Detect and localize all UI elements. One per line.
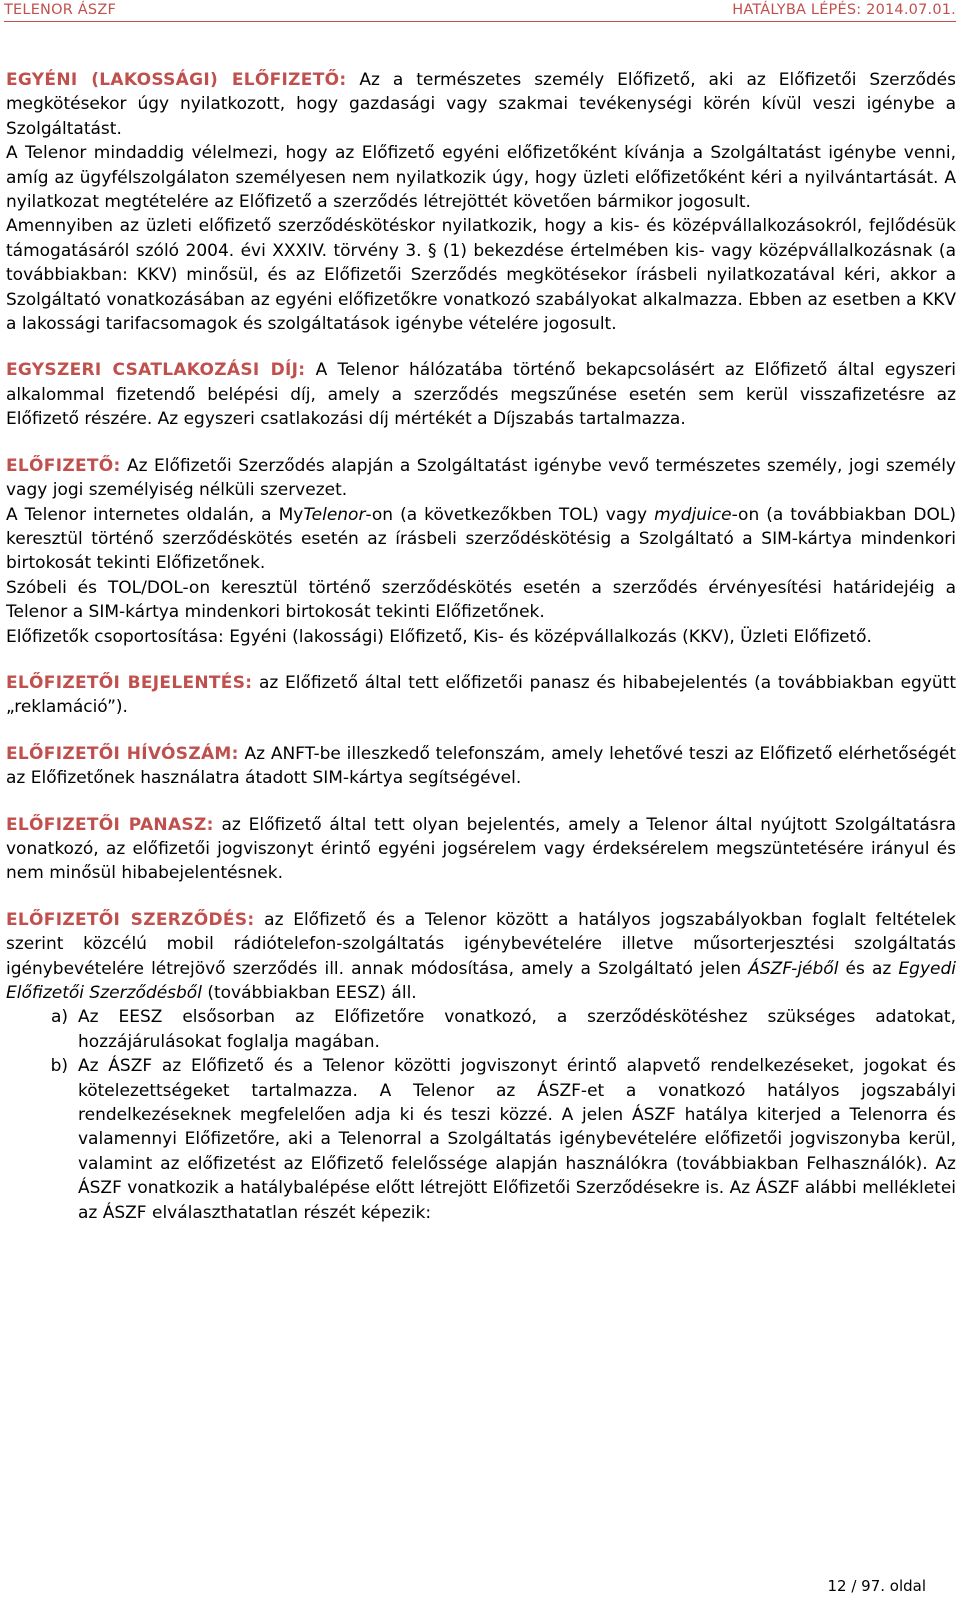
text-run: -on (a következőkben TOL) vagy xyxy=(365,504,655,525)
text-run: és az xyxy=(838,958,899,979)
header-title: TELENOR ÁSZF xyxy=(4,2,116,18)
page-number: 12 / 97. oldal xyxy=(827,1577,926,1595)
contract-parts-list xyxy=(6,1005,956,1225)
section-egyszeri xyxy=(6,358,956,431)
section-label: ELŐFIZETŐI HÍVÓSZÁM: xyxy=(6,743,239,764)
text-run: A Telenor internetes oldalán, a My xyxy=(6,504,304,525)
text-run-italic: Egyedi Előfizetői Szerződésből xyxy=(6,958,956,1003)
page-header xyxy=(4,2,956,22)
section-text: A Telenor hálózatába történő bekapcsolásért az Előfizető által egyszeri alkalommal fizetendő belépési díj, amely a szerződés megszűnése esetén sem kerül visszafizetésre az Előfizető részére. Az egyszeri csatlakozási díj mértékét a Díjszabás tartalmazza. xyxy=(6,360,956,430)
section-text: Az ANFT-be illeszkedő telefonszám, amely lehetővé teszi az Előfizető elérhetőségét az Előfizetőnek használatra átadott SIM-kártya segítségével. xyxy=(6,743,956,789)
text-run-italic: ÁSZF-jéből xyxy=(748,958,839,979)
text-run-italic: Telenor xyxy=(303,504,366,525)
header-effective-date: HATÁLYBA LÉPÉS: 2014.07.01. xyxy=(732,2,956,18)
section-text: az Előfizető által tett előfizetői panasz és hibabejelentés (a továbbiakban együtt „reklamáció”). xyxy=(6,672,956,718)
list-marker: b) xyxy=(50,1056,68,1077)
text-run: -on (a továbbiakban DOL) keresztül történő szerződéskötés esetén az írásbeli szerződéskötésig a Szolgáltató a SIM-kártya mindenkori birtokosát tekinti Előfizetőnek. xyxy=(6,504,956,574)
section-text: Az a természetes személy Előfizető, aki az Előfizetői Szerződés megkötésekor úgy nyilatkozott, hogy gazdasági vagy szakmai tevékenységi körén kívül veszi igénybe a Szolgáltatást. xyxy=(6,70,956,139)
section-elofizeto xyxy=(6,454,956,503)
list-marker: a) xyxy=(50,1007,68,1028)
section-text: az Előfizető által tett olyan bejelentés, amely a Telenor által nyújtott Szolgáltatásra vonatkozó, az előfizetői jogviszonyt érintő egyéni jogsérelem vagy érdeksérelem megszüntetésére irányul és nem minősül hibabejelentésnek. xyxy=(6,814,956,884)
paragraph xyxy=(6,503,956,576)
section-label: EGYSZERI CSATLAKOZÁSI DÍJ: xyxy=(6,360,306,381)
text-run: (továbbiakban EESZ) áll. xyxy=(201,983,417,1003)
list-item-text: Az ÁSZF az Előfizető és a Telenor közötti jogviszonyt érintő alapvető rendelkezéseket, jogokat és kötelezettségeket tartalmazza. A Telenor az ÁSZF-et a vonatkozó hatályos jogszabályi rendelkezéseknek megfelelően adja ki és teszi közzé. A jelen ÁSZF hatálya kiterjed a Telenorra és valamennyi Előfizetőre, aki a Telenorral a Szolgáltatás igénybevételére előfizetői jogviszonyba kerül, valamint az előfizetést az Előfizető felelőssége alapján használókra (továbbiakban Felhasználók). Az ÁSZF vonatkozik a hatálybalépése előtt létrejött Előfizetői Szerződésekre is. Az ÁSZF alábbi mellékletei az ÁSZF elválaszthatatlan részét képezik: xyxy=(78,1056,956,1223)
list-item xyxy=(6,1054,956,1225)
text-run-italic: mydjuice xyxy=(654,504,732,525)
section-bejelentes xyxy=(6,671,956,720)
list-item xyxy=(6,1005,956,1054)
section-label: ELŐFIZETŐI PANASZ: xyxy=(6,814,214,835)
section-label: ELŐFIZETŐI BEJELENTÉS: xyxy=(6,672,253,693)
document-body xyxy=(6,68,956,1225)
section-text: Az Előfizetői Szerződés alapján a Szolgáltatást igénybe vevő természetes személy, jogi személy vagy jogi személyiség nélküli szervezet. xyxy=(6,455,956,501)
paragraph: A Telenor mindaddig vélelmezi, hogy az Előfizető egyéni előfizetőként kívánja a Szolgáltatást igénybe venni, amíg az ügyfélszolgálaton személyesen nem nyilatkozik úgy, hogy üzleti előfizetőként kéri a nyilvántartását. A nyilatkozat megtételére az Előfizető a szerződés létrejöttét követően bármikor jogosult. xyxy=(6,143,956,213)
text-run: az Előfizető és a Telenor között a hatályos jogszabályokban foglalt feltételek szerint közcélú mobil rádiótelefon-szolgáltatás igénybevételére illetve műsorterjesztési szolgáltatás igénybevételére létrejövő szerződés ill. annak módosítása, amely a Szolgáltató jelen xyxy=(6,909,957,979)
section-szerzodes xyxy=(6,908,956,1006)
section-label: EGYÉNI (LAKOSSÁGI) ELŐFIZETŐ: xyxy=(6,70,347,90)
section-label: ELŐFIZETŐI SZERZŐDÉS: xyxy=(6,909,255,930)
list-item-text: Az EESZ elsősorban az Előfizetőre vonatkozó, a szerződéskötéshez szükséges adatokat, hozzájárulásokat foglalja magában. xyxy=(78,1007,956,1052)
paragraph: Amennyiben az üzleti előfizető szerződéskötéskor nyilatkozik, hogy a kis- és középvállalkozásokról, fejlődésük támogatásáról szóló 2004. évi XXXIV. törvény 3. § (1) bekezdése értelmében kis- vagy középvállalkozásnak (a továbbiakban: KKV) minősül, és az Előfizetői Szerződés megkötésekor írásbeli nyilatkozatával kéri, akkor a Szolgáltató vonatkozásában az egyéni előfizetőkre vonatkozó szabályokat alkalmazza. Ebben az esetben a KKV a lakossági tarifacsomagok és szolgáltatások igénybe vételére jogosult. xyxy=(6,216,956,335)
section-label: ELŐFIZETŐ: xyxy=(6,455,121,476)
paragraph: Előfizetők csoportosítása: Egyéni (lakossági) Előfizető, Kis- és középvállalkozás (KKV), Üzleti Előfizető. xyxy=(6,626,872,647)
section-egyeni xyxy=(6,68,956,141)
section-panasz xyxy=(6,813,956,886)
paragraph: Szóbeli és TOL/DOL-on keresztül történő szerződéskötés esetén a szerződés érvényesítési határidejéig a Telenor a SIM-kártya mindenkori birtokosát tekinti Előfizetőnek. xyxy=(6,577,956,623)
section-hivoszam xyxy=(6,742,956,791)
